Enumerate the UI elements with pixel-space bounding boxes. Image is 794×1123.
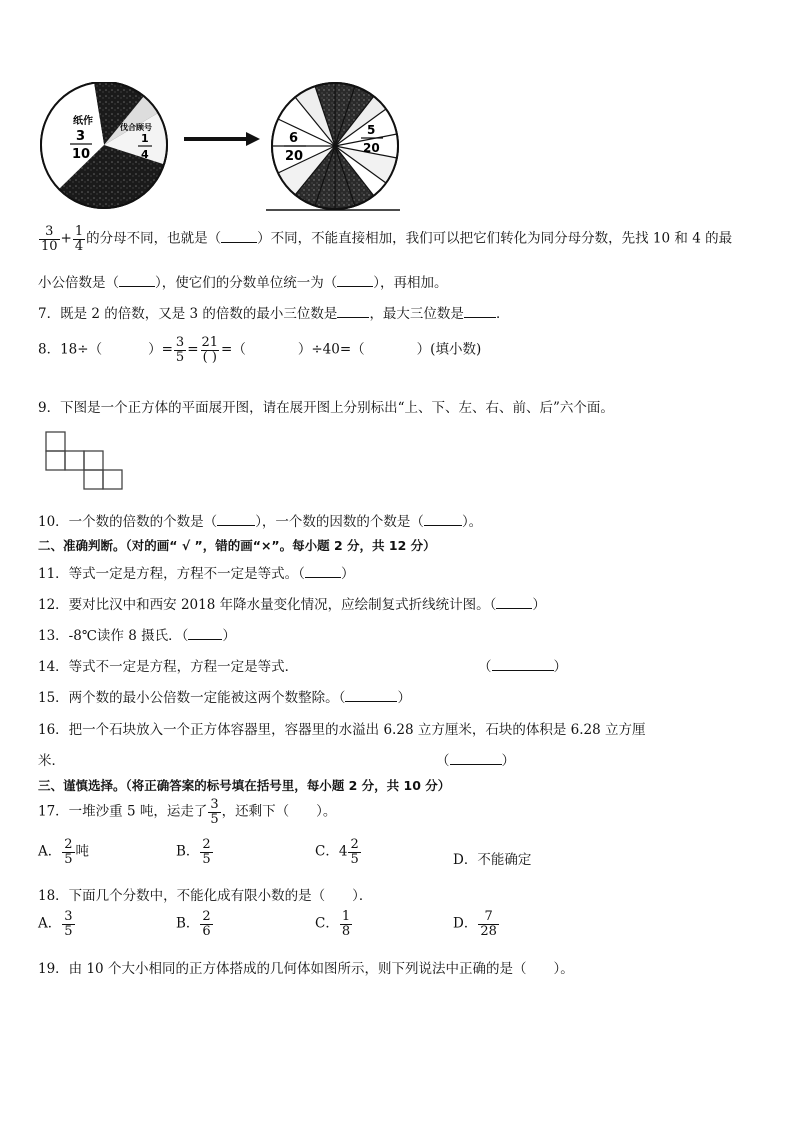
q18-option-d[interactable]: D． $\frac{7}{28}$ [453, 909, 497, 939]
section-3-title: 三、谨慎选择。（将正确答案的标号填在括号里，每小题 2 分，共 10 分） [38, 778, 451, 793]
q6-line1: $\frac{3}{10}$ + $\frac{1}{4}$ 的分母不同，也就是（ ）不同，不能直接相加，我们可以把它们转化为同分母分数，先找 10 和 4 的最 [41, 224, 733, 254]
q17-option-d[interactable]: D．不能确定 [453, 852, 532, 868]
q14-blank[interactable] [492, 670, 554, 671]
section-2-title: 二、准确判断。（对的画“ √ ”，错的画“×”。每小题 2 分，共 12 分） [38, 538, 436, 553]
left-frac-2-num: 1 [141, 132, 149, 145]
arrow-icon [184, 132, 260, 146]
question-18: 18．下面几个分数中，不能化成有限小数的是（ ）． [38, 888, 373, 904]
q10-blank-1[interactable] [217, 525, 255, 526]
q6-frac2: $\frac{1}{4}$ [74, 224, 84, 254]
question-16-line2: 米． [38, 753, 65, 769]
left-label-1: 纸作 [73, 116, 93, 127]
question-8: 8．18÷（ ）= $\frac{3}{5}$ = $\frac{21}{( )}$ =（ ）÷40=（ ）(填小数) [38, 335, 482, 365]
q10-blank-2[interactable] [424, 525, 462, 526]
right-frac-1-num: 6 [289, 131, 299, 146]
right-frac-2-num: 5 [367, 123, 376, 137]
left-frac-1-den: 10 [72, 147, 91, 162]
q11-blank[interactable] [305, 577, 341, 578]
question-19: 19．由 10 个大小相同的正方体搭成的几何体如图所示，则下列说法中正确的是（ ）。 [38, 961, 574, 977]
question-17: 17．一堆沙重 5 吨，运走了 $\frac{3}{5}$ ，还剩下（ ）。 [38, 797, 337, 827]
question-10: 10．一个数的倍数的个数是（ ），一个数的因数的个数是（ ）。 [38, 514, 483, 530]
q12-blank[interactable] [496, 608, 532, 609]
left-label-2: 伐合顾号 [120, 123, 152, 132]
q17-option-c[interactable]: C．4 $\frac{2}{5}$ [315, 837, 359, 867]
q6-blank-1[interactable] [221, 242, 257, 243]
question-13: 13．-8℃读作 8 摄氏．（ ） [38, 628, 236, 644]
q17-option-b[interactable]: B． $\frac{2}{5}$ [176, 837, 211, 867]
question-7: 7．既是 2 的倍数，又是 3 的倍数的最小三位数是 ，最大三位数是 ． [38, 306, 510, 322]
question-11: 11．等式一定是方程，方程不一定是等式。（ ） [38, 566, 355, 582]
q18-option-a[interactable]: A． $\frac{3}{5}$ [38, 909, 73, 939]
question-14: 14．等式不一定是方程，方程一定是等式． [38, 659, 299, 675]
cube-net-figure [44, 430, 126, 494]
q17-option-a[interactable]: A． $\frac{2}{5}$ 吨 [38, 837, 90, 867]
q6-blank-2[interactable] [119, 286, 155, 287]
q13-blank[interactable] [188, 639, 222, 640]
left-circle [41, 82, 167, 208]
q6-blank-3[interactable] [337, 286, 373, 287]
q14-answer: （ ） [478, 659, 567, 675]
q18-option-b[interactable]: B． $\frac{2}{6}$ [176, 909, 211, 939]
q8-frac1: $\frac{3}{5}$ [175, 335, 185, 365]
q16-answer: （ ） [436, 753, 515, 769]
q7-blank-1[interactable] [337, 317, 369, 318]
q6-line2: 小公倍数是（ ），使它们的分数单位统一为（ ），再相加。 [38, 275, 448, 291]
q15-blank[interactable] [345, 701, 397, 702]
q18-option-c[interactable]: C． $\frac{1}{8}$ [315, 909, 351, 939]
right-frac-2-den: 20 [363, 141, 380, 155]
question-15: 15．两个数的最小公倍数一定能被这两个数整除。（ ） [38, 690, 411, 706]
right-circle [266, 83, 400, 210]
fraction-circles-figure [38, 82, 408, 218]
q6-frac1: $\frac{3}{10}$ [41, 224, 58, 254]
q8-frac2: $\frac{21}{( )}$ [201, 335, 219, 365]
question-12: 12．要对比汉中和西安 2018 年降水量变化情况，应绘制复式折线统计图。（ ） [38, 597, 546, 613]
question-9: 9．下图是一个正方体的平面展开图，请在展开图上分别标出“上、下、左、右、前、后”六个面。 [38, 400, 614, 416]
q17-frac: $\frac{3}{5}$ [210, 797, 219, 827]
q7-blank-2[interactable] [464, 317, 496, 318]
q16-blank[interactable] [450, 764, 502, 765]
question-16-line1: 16．把一个石块放入一个正方体容器里，容器里的水溢出 6.28 立方厘米，石块的体积是 6.28 立方厘 [38, 722, 646, 738]
left-frac-2-den: 4 [141, 148, 149, 161]
left-frac-1-num: 3 [76, 129, 86, 144]
right-frac-1-den: 20 [285, 149, 304, 164]
